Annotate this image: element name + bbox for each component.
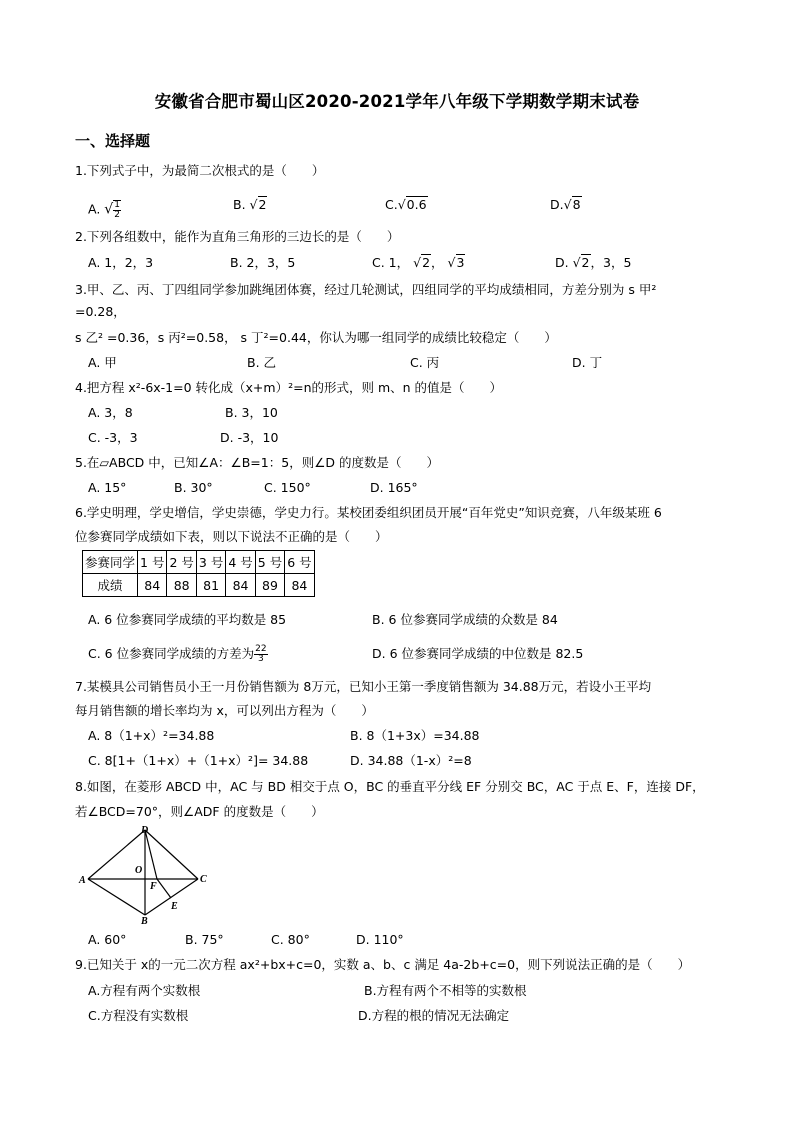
question-1-option-a: A. √ $\frac{1}{2}$: [88, 200, 120, 220]
label-a: A: [79, 875, 86, 886]
page-title: 安徽省合肥市蜀山区2020-2021学年八年级下学期数学期末试卷: [154, 92, 640, 111]
table-header-cell: 1 号: [138, 551, 167, 574]
question-3-option-d: D. 丁: [572, 355, 603, 370]
table-row-label: 成绩: [83, 574, 138, 597]
edge-dc: [145, 830, 198, 879]
question-8-line1: 8.如图，在菱形 ABCD 中，AC 与 BD 相交于点 O，BC 的垂直平分线 EF 分别交 BC，AC 于点 E、F，连接 DF，: [75, 779, 705, 794]
question-2-option-b: B. 2，3，5: [230, 255, 296, 270]
table-cell: 84: [226, 574, 255, 597]
label-o: O: [135, 865, 143, 876]
table-cell: 88: [167, 574, 196, 597]
question-7-option-d: D. 34.88（1-x）²=8: [350, 753, 472, 768]
question-9-stem: 9.已知关于 x的一元二次方程 ax²+bx+c=0，实数 a、b、c 满足 4a-2b+c=0，则下列说法正确的是（ ）: [75, 957, 691, 972]
question-6-option-d: D. 6 位参赛同学成绩的中位数是 82.5: [372, 646, 584, 661]
question-4-option-a: A. 3，8: [88, 405, 133, 420]
table-header-cell: 5 号: [255, 551, 284, 574]
question-3-line3: s 乙² =0.36，s 丙²=0.58， s 丁²=0.44，你认为哪一组同学的成绩比较稳定（ ）: [75, 330, 557, 345]
question-3-line2: =0.28，: [75, 304, 126, 319]
label-d: D: [141, 825, 149, 836]
question-8-option-d: D. 110°: [356, 932, 404, 947]
question-3-option-a: A. 甲: [88, 355, 117, 370]
question-8-line2: 若∠BCD=70°，则∠ADF 的度数是（ ）: [75, 804, 324, 819]
table-header-cell: 3 号: [196, 551, 225, 574]
score-table: [82, 550, 315, 597]
question-5-option-b: B. 30°: [174, 480, 213, 495]
question-7-line2: 每月销售额的增长率均为 x，可以列出方程为（ ）: [75, 703, 374, 718]
table-cell: 84: [285, 574, 314, 597]
table-row: [83, 574, 315, 597]
question-1-option-c: C.√0.6: [385, 197, 427, 212]
table-header-row: [83, 551, 315, 574]
question-5-option-a: A. 15°: [88, 480, 127, 495]
table-cell: 84: [138, 574, 167, 597]
table-header-cell: 参赛同学: [83, 551, 138, 574]
question-8-option-a: A. 60°: [88, 932, 127, 947]
segment-df: [145, 830, 157, 879]
label-b: B: [141, 916, 148, 926]
question-9-option-c: C.方程没有实数根: [88, 1008, 189, 1023]
question-3-option-b: B. 乙: [247, 355, 277, 370]
table-header-cell: 6 号: [285, 551, 314, 574]
table-cell: 89: [255, 574, 284, 597]
question-2-option-c: C. 1， √2， √3: [372, 255, 465, 270]
question-2-option-a: A. 1，2，3: [88, 255, 154, 270]
label-e: E: [171, 901, 178, 912]
label-f: F: [150, 881, 157, 892]
question-3-option-c: C. 丙: [410, 355, 440, 370]
table-cell: 81: [196, 574, 225, 597]
question-9-option-a: A.方程有两个实数根: [88, 983, 201, 998]
question-3-line1: 3.甲、乙、丙、丁四组同学参加跳绳团体赛，经过几轮测试，四组同学的平均成绩相同，方差分别为 s 甲²: [75, 282, 657, 297]
question-7-option-c: C. 8[1+（1+x）+（1+x）²]= 34.88: [88, 753, 309, 768]
question-2-option-d: D. √2，3，5: [555, 255, 632, 270]
question-5-option-d: D. 165°: [370, 480, 418, 495]
segment-fe: [157, 879, 171, 898]
question-8-option-c: C. 80°: [271, 932, 310, 947]
question-6-option-a: A. 6 位参赛同学成绩的平均数是 85: [88, 612, 287, 627]
question-1-option-b: B. √2: [233, 197, 267, 212]
question-4-option-c: C. -3，3: [88, 430, 138, 445]
question-7-option-a: A. 8（1+x）²=34.88: [88, 728, 215, 743]
question-4-option-d: D. -3，10: [220, 430, 279, 445]
table-header-cell: 4 号: [226, 551, 255, 574]
question-6-line1: 6.学史明理，学史增信，学史崇德，学史力行。某校团委组织团员开展“百年党史”知识竞赛，八年级某班 6: [75, 505, 662, 520]
question-4-option-b: B. 3，10: [225, 405, 278, 420]
question-9-option-b: B.方程有两个不相等的实数根: [364, 983, 527, 998]
question-9-option-d: D.方程的根的情况无法确定: [358, 1008, 510, 1023]
question-8-option-b: B. 75°: [185, 932, 224, 947]
question-6-option-b: B. 6 位参赛同学成绩的众数是 84: [372, 612, 558, 627]
question-1-stem: 1.下列式子中，为最简二次根式的是（ ）: [75, 163, 325, 178]
question-2-stem: 2.下列各组数中，能作为直角三角形的三边长的是（ ）: [75, 229, 400, 244]
question-5-option-c: C. 150°: [264, 480, 311, 495]
table-header-cell: 2 号: [167, 551, 196, 574]
question-7-line1: 7.某模具公司销售员小王一月份销售额为 8万元，已知小王第一季度销售额为 34.88万元，若设小王平均: [75, 679, 652, 694]
section-heading-choice: 一、选择题: [75, 132, 151, 150]
edge-ba: [88, 879, 145, 915]
question-5-stem: 5.在▱ABCD 中，已知∠A：∠B=1：5，则∠D 的度数是（ ）: [75, 455, 439, 470]
question-4-stem: 4.把方程 x²-6x-1=0 转化成（x+m）²=n的形式，则 m、n 的值是（ ）: [75, 380, 503, 395]
question-6-option-c: C. 6 位参赛同学成绩的方差为 $\frac{22}{3}$: [88, 644, 267, 664]
question-6-line2: 位参赛同学成绩如下表，则以下说法不正确的是（ ）: [75, 529, 388, 544]
question-1-option-d: D.√8: [550, 197, 581, 212]
label-c: C: [200, 874, 207, 885]
question-7-option-b: B. 8（1+3x）=34.88: [350, 728, 480, 743]
rhombus-figure: [78, 822, 218, 926]
